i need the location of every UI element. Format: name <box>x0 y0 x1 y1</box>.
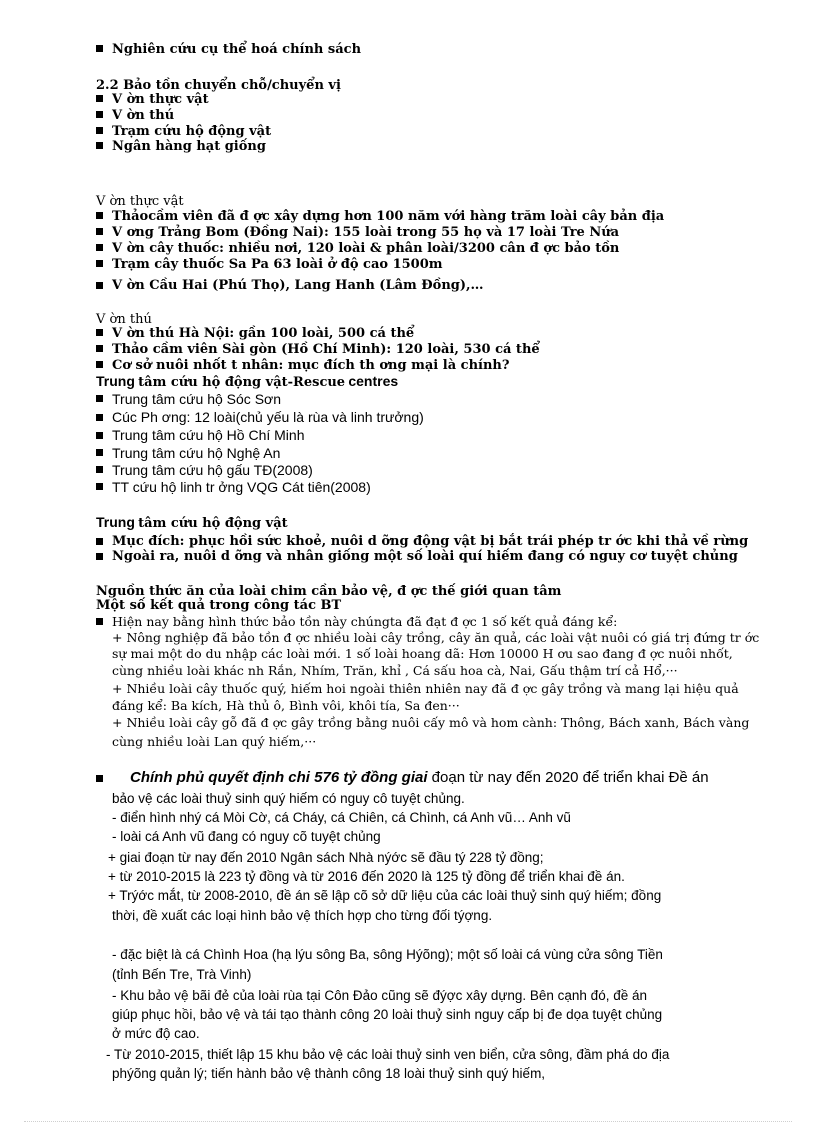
list-item: V ơng Trảng Bom (Đồng Nai): 155 loài trong 55 họ và 17 loài Tre Nứa <box>112 225 620 240</box>
paragraph-line: thời, đề xuất các loại hình bảo vệ thích hợp cho từng đối týợng. <box>112 908 493 923</box>
heading-part: Trung <box>96 373 135 389</box>
body-text: đoạn từ nay đến 2020 để triển khai Đề án <box>427 769 709 786</box>
heading-part: Trung <box>96 514 135 530</box>
list-item: Trung tâm cứu hộ Nghệ An <box>112 445 281 461</box>
bullet-icon <box>96 228 103 235</box>
bullet-icon <box>96 212 103 219</box>
paragraph-line: - Từ 2010-2015, thiết lập 15 khu bảo vệ các loài thuỷ sinh ven biển, cửa sông, đầm phá do địa <box>106 1047 670 1062</box>
heading-part: tâm cứu hộ động vật <box>138 516 288 531</box>
section-heading <box>96 374 398 390</box>
list-item: V ờn thú Hà Nội: gần 100 loài, 500 cá thể <box>112 326 415 341</box>
heading-part: centres <box>348 373 399 389</box>
bullet-icon <box>96 775 103 782</box>
paragraph-line: + Nhiều loài cây thuốc quý, hiếm hoi ngoài thiên nhiên nay đã đ ợc gây trồng và mang lại hiệu quả <box>112 681 739 696</box>
list-item: Thảocầm viên đã đ ợc xây dựng hơn 100 năm với hàng trăm loài cây bản địa <box>112 209 665 224</box>
list-item: Nghiên cứu cụ thể hoá chính sách <box>112 42 362 57</box>
paragraph-line: cùng nhiều loài Lan quý hiếm,··· <box>112 734 317 749</box>
emphasis-text: Chính phủ quyết định chi 576 tỷ đồng giai <box>130 769 428 786</box>
list-item: Cơ sở nuôi nhốt t nhân: mục đích th ơng mại là chính? <box>112 358 510 373</box>
bullet-icon <box>96 414 103 421</box>
paragraph-line: + Trýớc mắt, từ 2008-2010, đề án sẽ lập cõ sở dữ liệu của các loài thuỷ sinh quý hiếm; đồng <box>108 888 662 903</box>
paragraph-line: sự mai một do du nhập các loài mới. 1 số loài hoang dã: Hơn 10000 H ơu sao đang đ ợc nuôi nhốt, <box>112 646 733 661</box>
bullet-icon <box>96 142 103 149</box>
bullet-icon <box>96 361 103 368</box>
bullet-icon <box>96 282 103 289</box>
list-item: Trạm cây thuốc Sa Pa 63 loài ở độ cao 1500m <box>112 257 443 272</box>
bullet-icon <box>96 329 103 336</box>
paragraph-line: + giai đoạn từ nay đến 2010 Ngân sách Nhà nýớc sẽ đầu tý 228 tỷ đồng; <box>108 850 544 865</box>
section-heading: 2.2 Bảo tồn chuyển chỗ/chuyển vị <box>96 78 341 93</box>
bullet-icon <box>96 127 103 134</box>
paragraph-line: - loài cá Anh vũ đang có nguy cõ tuyệt chủng <box>112 829 381 844</box>
bullet-icon <box>96 432 103 439</box>
list-item: V ờn thú <box>112 108 175 123</box>
list-item: Ngân hàng hạt giống <box>112 139 266 154</box>
bullet-icon <box>96 483 103 490</box>
paragraph-line: bảo vệ các loài thuỷ sinh quý hiếm có nguy cô tuyệt chủng. <box>112 791 465 806</box>
list-item: Cúc Ph ơng: 12 loài(chủ yếu là rùa và linh trưởng) <box>112 409 424 425</box>
list-item: Hiện nay bằng hình thức bảo tồn này chúngta đã đạt đ ợc 1 số kết quả đáng kể: <box>112 614 618 629</box>
bullet-icon <box>96 449 103 456</box>
section-heading: Một số kết quả trong công tác BT <box>96 598 342 613</box>
page-divider <box>24 1121 792 1122</box>
paragraph-line: ở mức độ cao. <box>112 1026 200 1041</box>
bullet-icon <box>96 466 103 473</box>
bullet-icon <box>96 45 103 52</box>
paragraph-line: + từ 2010-2015 là 223 tỷ đồng và từ 2016 đến 2020 là 125 tỷ đồng để triển khai đề án. <box>108 869 625 884</box>
paragraph-line: (tỉnh Bến Tre, Trà Vinh) <box>112 967 252 982</box>
list-item: Trung tâm cứu hộ Sóc Sơn <box>112 391 281 407</box>
list-item: V ờn cây thuốc: nhiều nơi, 120 loài & phân loài/3200 cân đ ợc bảo tồn <box>112 241 620 256</box>
list-item: Mục đích: phục hồi sức khoẻ, nuôi d ỡng động vật bị bắt trái phép tr ớc khi thả về rừng <box>112 534 749 549</box>
bullet-icon <box>96 553 103 560</box>
bullet-icon <box>96 618 103 625</box>
bullet-icon <box>96 95 103 102</box>
list-item: V ờn thực vật <box>112 92 209 107</box>
section-heading: V ờn thú <box>96 312 152 327</box>
list-item: Thảo cầm viên Sài gòn (Hồ Chí Minh): 120 loài, 530 cá thể <box>112 342 540 357</box>
bullet-icon <box>96 345 103 352</box>
paragraph-line: + Nhiều loài cây gỗ đã đ ợc gây trồng bằng nuôi cấy mô và hom cành: Thông, Bách xanh, Bách vàng <box>112 715 750 730</box>
bullet-icon <box>96 395 103 402</box>
list-item: Ngoài ra, nuôi d ỡng và nhân giống một số loài quí hiếm đang có nguy cơ tuyệt chủng <box>112 549 738 564</box>
section-heading: V ờn thực vật <box>96 194 184 209</box>
paragraph-line: đáng kể: Ba kích, Hà thủ ô, Bình vôi, khôi tía, Sa đen··· <box>112 698 460 713</box>
paragraph-line: cùng nhiều loài khác nh Rắn, Nhím, Trăn, khỉ , Cá sấu hoa cà, Nai, Gấu thậm trí cả Hổ,··· <box>112 663 678 678</box>
bullet-icon <box>96 260 103 267</box>
list-item: Trung tâm cứu hộ Hồ Chí Minh <box>112 427 305 443</box>
list-item: Trung tâm cứu hộ gấu TĐ(2008) <box>112 462 313 478</box>
paragraph-line <box>130 768 709 787</box>
bullet-icon <box>96 111 103 118</box>
paragraph-line: phýõng quản lý; tiến hành bảo vệ thành công 18 loài thuỷ sinh quý hiếm, <box>112 1066 546 1081</box>
paragraph-line: - điển hình nhý cá Mòi Cờ, cá Cháy, cá Chiên, cá Chình, cá Anh vũ… Anh vũ <box>112 810 571 825</box>
paragraph-line: + Nông nghiệp đã bảo tồn đ ợc nhiều loài cây trồng, cây ăn quả, các loài vật nuôi có giá trị đứng tr ớc <box>112 630 760 645</box>
section-heading <box>96 515 288 531</box>
list-item: TT cứu hộ linh tr ởng VQG Cát tiên(2008) <box>112 479 371 495</box>
list-item: V ờn Cầu Hai (Phú Thọ), Lang Hanh (Lâm Đồng),… <box>112 278 484 293</box>
paragraph-line: giúp phục hồi, bảo vệ và tái tạo thành công 20 loài thuỷ sinh nguy cấp bị đe dọa tuyệt chủng <box>112 1007 663 1022</box>
heading-part: tâm cứu hộ động vật-Rescue <box>138 375 346 390</box>
paragraph-line: - Khu bảo vệ bãi đẻ của loài rùa tại Côn Đảo cũng sẽ đýợc xây dựng. Bên cạnh đó, đề án <box>112 988 647 1003</box>
section-heading: Nguồn thức ăn của loài chim cần bảo vệ, đ ợc thế giới quan tâm <box>96 584 562 599</box>
list-item: Trạm cứu hộ động vật <box>112 124 272 139</box>
paragraph-line: - đặc biệt là cá Chình Hoa (hạ lýu sông Ba, sông Hýõng); một số loài cá vùng cửa sông Tiền <box>112 947 663 962</box>
bullet-icon <box>96 538 103 545</box>
bullet-icon <box>96 244 103 251</box>
